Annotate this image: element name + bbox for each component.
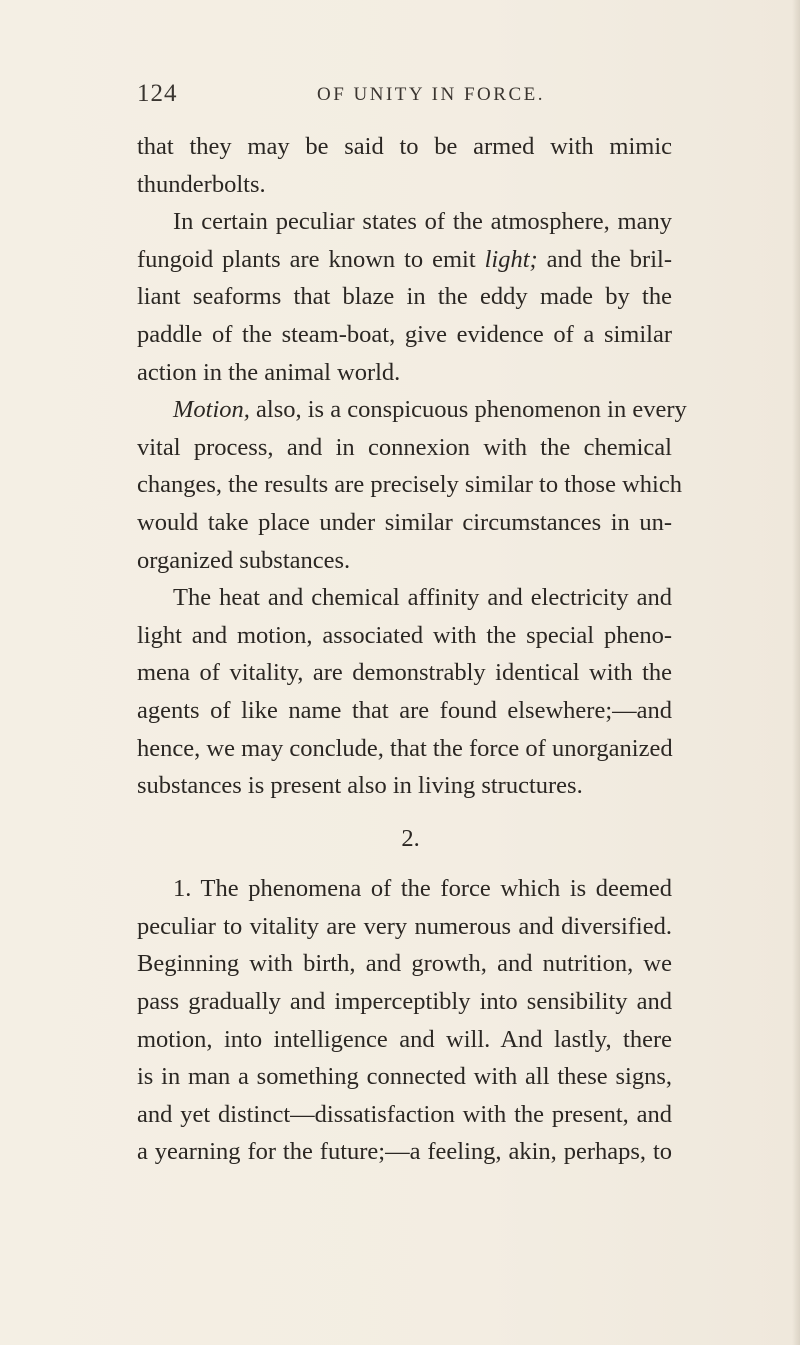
text-line: substances is present also in living structures.	[137, 772, 583, 800]
section-number: 2.	[401, 824, 420, 852]
text-line: organized substances.	[137, 546, 351, 574]
text-line: The heat and chemical affinity and electricity and	[173, 584, 672, 612]
text-run: and the bril-	[537, 245, 672, 273]
text-line: motion, into intelligence and will. And lastly, there	[137, 1025, 672, 1053]
page-header	[137, 80, 677, 114]
text-run: also, is a conspicuous phenomenon in every	[249, 396, 687, 424]
text-run: fungoid plants are known to emit	[137, 245, 485, 273]
text-line: agents of like name that are found elsewhere;—and	[137, 696, 672, 724]
text-line: that they may be said to be armed with mimic	[137, 133, 672, 160]
body-text	[137, 128, 687, 1171]
text-line: light and motion, associated with the special pheno-	[137, 621, 672, 649]
text-line: pass gradually and imperceptibly into sensibility and	[137, 988, 672, 1016]
text-line: and yet distinct—dissatisfaction with the present, and	[137, 1100, 672, 1128]
emphasized-word: Motion,	[173, 396, 250, 424]
emphasized-word: light;	[484, 245, 538, 273]
text-line: a yearning for the future;—a feeling, akin, perhaps, to	[137, 1138, 672, 1166]
text-line: would take place under similar circumstances in un-	[137, 508, 672, 536]
text-line: paddle of the steam-boat, give evidence of a similar	[137, 320, 672, 348]
text-line: is in man a something connected with all these signs,	[137, 1063, 672, 1091]
page-edge-shadow	[792, 0, 800, 1345]
text-line: thunderbolts.	[137, 170, 266, 198]
text-line	[137, 241, 672, 279]
text-line: mena of vitality, are demonstrably identical with the	[137, 659, 672, 687]
text-line: vital process, and in connexion with the chemical	[137, 433, 672, 461]
text-line	[137, 391, 687, 429]
text-line: 1. The phenomena of the force which is deemed	[173, 875, 672, 903]
text-line: action in the animal world.	[137, 358, 401, 386]
text-line: In certain peculiar states of the atmosphere, many	[173, 208, 672, 236]
text-line: hence, we may conclude, that the force of unorganized	[137, 734, 673, 762]
text-line: changes, the results are precisely similar to those which	[137, 471, 682, 499]
running-head: OF UNITY IN FORCE.	[317, 84, 545, 105]
text-line: peculiar to vitality are very numerous and diversified.	[137, 912, 672, 940]
text-line: liant seaforms that blaze in the eddy made by the	[137, 283, 672, 311]
page-number: 124	[137, 80, 178, 107]
text-line: Beginning with birth, and growth, and nutrition, we	[137, 950, 672, 978]
